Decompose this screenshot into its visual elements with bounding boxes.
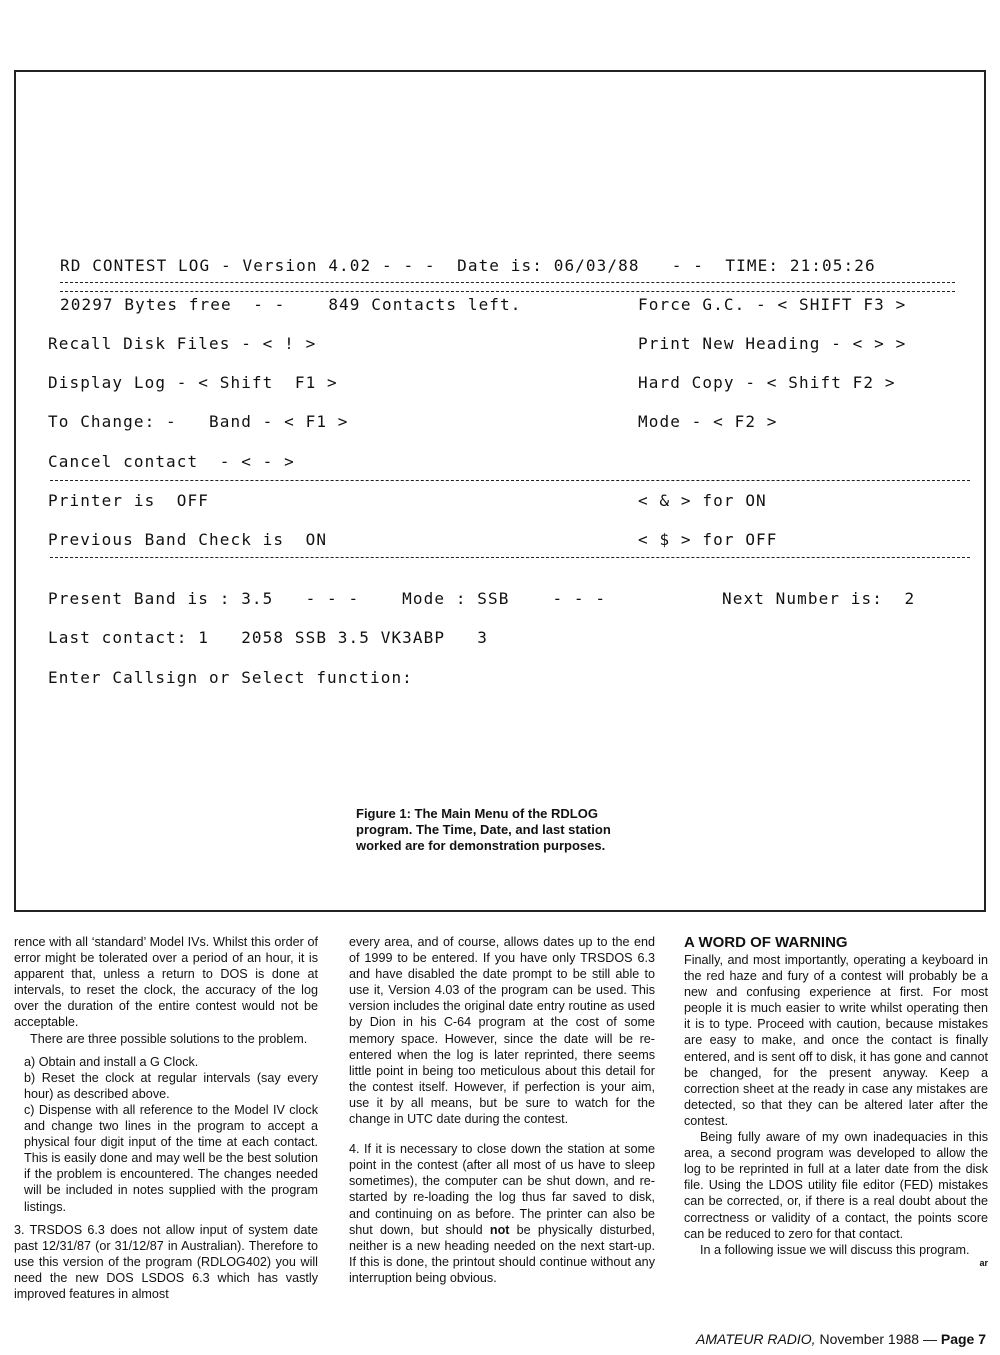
page-number: Page 7 [940,1331,986,1347]
col2-p2-text-a: 4. If it is necessary to close down the station at some point in the contest (after all most of us have to sleep sometimes), the computer can be shut down, and re-started by re-loading the log thus far saved to disk, and continuing on as before. The printer can also be shut down, but should [349,1142,655,1237]
article-column-1 [14,934,318,1302]
issue-date: November 1988 — [815,1331,941,1347]
col1-paragraph-1: rence with all ‘standard’ Model IVs. Whilst this order of error might be tolerated over a period of an hour, it is apparent that, unless a return to DOS is done at intervals, to reset the clock, the accuracy of the log over the duration of the entire contest would not be acceptable. [14,935,318,1030]
magazine-name: AMATEUR RADIO, [696,1331,816,1347]
dash-rule-1 [50,480,970,481]
col2-paragraph-1: every area, and of course, allows dates up to the end of 1999 to be entered. If you have only TRSDOS 6.3 and have disabled the date prompt to be still able to use it, Version 4.03 of the program can be used. This version includes the original date entry routine as used by Dion in his C-64 program at the cost of some memory space. However, since the date will be re-entered when the log is later reprinted, there seems little point in being too meticulous about this detail for the contest itself. However, if perfection is your aim, use it by all means, but be sure to watch for the change in UTC date during the contest. [349,935,655,1127]
last-contact-line: Last contact: 1 2058 SSB 3.5 VK3ABP 3 [48,628,489,647]
end-mark: ar [979,1257,988,1268]
caption-line-1: Figure 1: The Main Menu of the RDLOG [356,806,598,821]
col2-p2-bold: not [489,1222,510,1237]
command-prompt: Enter Callsign or Select function: [48,668,413,687]
col1-paragraph-2: There are three possible solutions to the problem. [30,1031,308,1046]
display-log-option: Display Log - < Shift F1 > [48,373,338,392]
col3-paragraph-2: Being fully aware of my own inadequacies in this area, a second program was developed to allow the log to be reprinted in full at a later date from the disk file. Using the LDOS utility file editor (FED) mistakes can be corrected, or, if there is a real doubt about the correctness or validity of a contact, the points score can be reduced to zero for that contact. [684,1130,988,1241]
present-band-line: Present Band is : 3.5 - - - Mode : SSB - - - [48,589,607,608]
article-column-2 [349,934,655,1286]
hard-copy-option: Hard Copy - < Shift F2 > [638,373,896,392]
col3-paragraph-1: Finally, and most importantly, operating a keyboard in the red haze and fury of a contest will probably be a new and confusing experience at first. For most people it is much easier to write whilst operating then it is to type. Proceed with caution, because mistakes are easy to make, and once the contact is finally entered, and is sent off to disk, it has gone and cannot be changed, for the present anyway. Keep a correction sheet at the ready in case any mistakes are detected, so that they can be altered later after the contest. [684,953,988,1128]
section-heading: A WORD OF WARNING [684,934,848,951]
force-gc-option: Force G.C. - < SHIFT F3 > [638,295,907,314]
recall-disk-files-option: Recall Disk Files - < ! > [48,334,317,353]
print-new-heading-option: Print New Heading - < > > [638,334,907,353]
cancel-contact-option: Cancel contact - < - > [48,452,295,471]
bytes-free-line: 20297 Bytes free - - 849 Contacts left. [60,295,522,314]
printer-status: Printer is OFF [48,491,209,510]
caption-line-2: program. The Time, Date, and last station [356,822,611,837]
col1-paragraph-3: 3. TRSDOS 6.3 does not allow input of system date past 12/31/87 (or 31/12/87 in Australian). Therefore to use this version of the program (RDLOG402) you will need the new DOS LSDOS 6.3 which has vastly improved features in almost [14,1222,318,1301]
col3-paragraph-3: In a following issue we will discuss this program. [700,1242,970,1257]
figure-1-box [14,70,986,912]
col2-paragraph-2 [349,1141,655,1286]
col2-p2-text-b: be physically disturbed, neither is a new heading needed on the next start-up. If this is done, the printout should continue without any interruption being obvious. [349,1222,656,1285]
rdlog-main-menu-screen [16,72,984,910]
double-rule [60,282,955,292]
change-band-option: To Change: - Band - < F1 > [48,412,349,431]
title-line: RD CONTEST LOG - Version 4.02 - - - Date is: 06/03/88 - - TIME: 21:05:26 [60,256,876,275]
change-mode-option: Mode - < F2 > [638,412,778,431]
article-column-3 [684,934,988,1268]
page-footer [696,1331,986,1347]
printer-toggle-hint: < & > for ON [638,491,767,510]
band-check-toggle-hint: < $ > for OFF [638,530,778,549]
solution-b: b) Reset the clock at regular intervals (say every hour) as described above. [24,1070,318,1101]
solution-a: a) Obtain and install a G Clock. [24,1054,199,1069]
dash-rule-2 [50,557,970,558]
band-check-status: Previous Band Check is ON [48,530,328,549]
next-number-line: Next Number is: 2 [722,589,916,608]
figure-caption [356,806,676,854]
solution-c: c) Dispense with all reference to the Model IV clock and change two lines in the program to accept a physical four digit input of the time at each contact. This is easily done and may well be the best solution if the problem is encountered. The changes needed will be included in notes supplied with the program listings. [24,1102,318,1214]
caption-line-3: worked are for demonstration purposes. [356,838,606,853]
